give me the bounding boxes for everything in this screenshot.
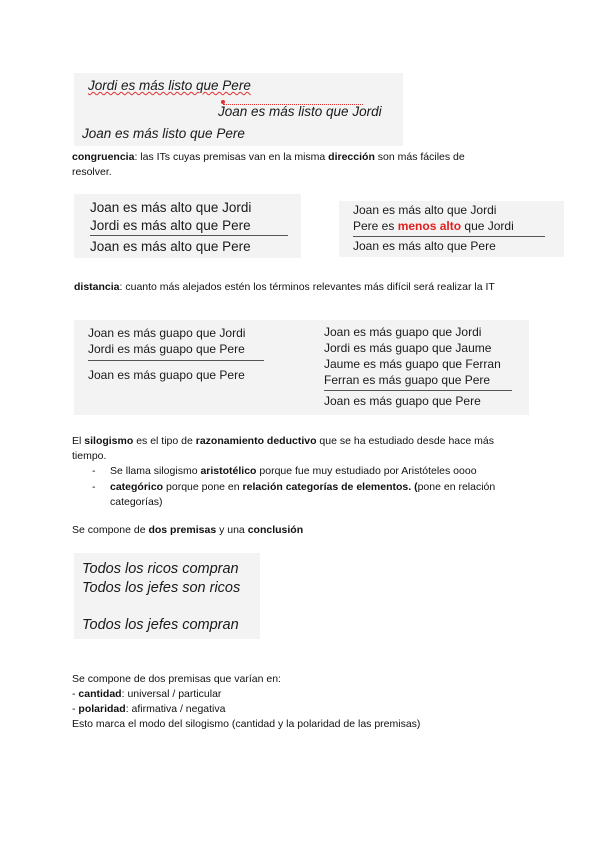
fig3-right-premise-3: Jaume es más guapo que Ferran: [324, 357, 501, 371]
fig2-left-premise-1: Joan es más alto que Jordi: [90, 200, 252, 215]
distancia-line: distancia: cuanto más alejados estén los términos relevantes más difícil será realizar la IT: [74, 281, 495, 293]
compone-line: Se compone de dos premisas y una conclusión: [72, 524, 304, 536]
fig2-right-premise-1: Joan es más alto que Jordi: [353, 203, 497, 217]
fig3-right-premise-4: Ferran es más guapo que Pere: [324, 373, 491, 387]
fig1-premise-2: Joan es más listo que Jordi: [218, 104, 382, 119]
figure-listo: [74, 73, 403, 146]
conclusion-rule: [353, 236, 545, 237]
silogismo-line-2: tiempo.: [72, 450, 107, 462]
bullet-aristotelico: Se llama silogismo aristotélico porque fue muy estudiado por Aristóteles oooo: [110, 465, 477, 477]
list-dash: -: [92, 465, 96, 477]
figure-todos: [74, 553, 260, 639]
conclusion-rule: [90, 235, 288, 236]
conclusion-rule: [88, 360, 264, 361]
fig4-conclusion: Todos los jefes compran: [82, 617, 239, 633]
figure-alto-left: [74, 194, 301, 258]
fig2-right-conclusion: Joan es más alto que Pere: [353, 239, 496, 253]
fig4-premise-2: Todos los jefes son ricos: [82, 580, 241, 596]
fig3-left-conclusion: Joan es más guapo que Pere: [88, 368, 245, 382]
fig3-right-conclusion: Joan es más guapo que Pere: [324, 394, 481, 408]
fig1-conclusion: Joan es más listo que Pere: [82, 126, 245, 141]
fig3-right-premise-1: Joan es más guapo que Jordi: [324, 325, 482, 339]
list-dash: -: [92, 481, 96, 493]
premisas-intro: Se compone de dos premisas que varían en:: [72, 673, 281, 685]
silogismo-line-1: El silogismo es el tipo de razonamiento deductivo que se ha estudiado desde hace más: [72, 435, 494, 447]
fig3-left-premise-2: Jordi es más guapo que Pere: [88, 342, 245, 356]
premisas-polaridad: - polaridad: afirmativa / negativa: [72, 703, 226, 715]
fig2-left-conclusion: Joan es más alto que Pere: [90, 239, 251, 254]
bullet-categorico-cont: categorías): [110, 496, 163, 508]
congruencia-line-1: congruencia: las ITs cuyas premisas van en la misma dirección son más fáciles de: [72, 151, 465, 163]
fig3-right-premise-2: Jordi es más guapo que Jaume: [324, 341, 492, 355]
bullet-categorico: categórico porque pone en relación categorías de elementos. (pone en relación: [110, 481, 496, 493]
congruencia-line-2: resolver.: [72, 166, 112, 178]
fig2-right-premise-2: Pere es menos alto que Jordi: [353, 219, 514, 233]
premisas-cantidad: - cantidad: universal / particular: [72, 688, 222, 700]
figure-guapo: [74, 320, 529, 415]
fig4-premise-1: Todos los ricos compran: [82, 561, 239, 577]
fig3-left-premise-1: Joan es más guapo que Jordi: [88, 326, 246, 340]
conclusion-rule: [324, 390, 512, 391]
fig1-premise-1: Jordi es más listo que Pere: [88, 78, 251, 93]
premisas-outro: Esto marca el modo del silogismo (cantidad y la polaridad de las premisas): [72, 718, 421, 730]
figure-alto-right: [339, 201, 564, 257]
fig2-left-premise-2: Jordi es más alto que Pere: [90, 218, 251, 233]
